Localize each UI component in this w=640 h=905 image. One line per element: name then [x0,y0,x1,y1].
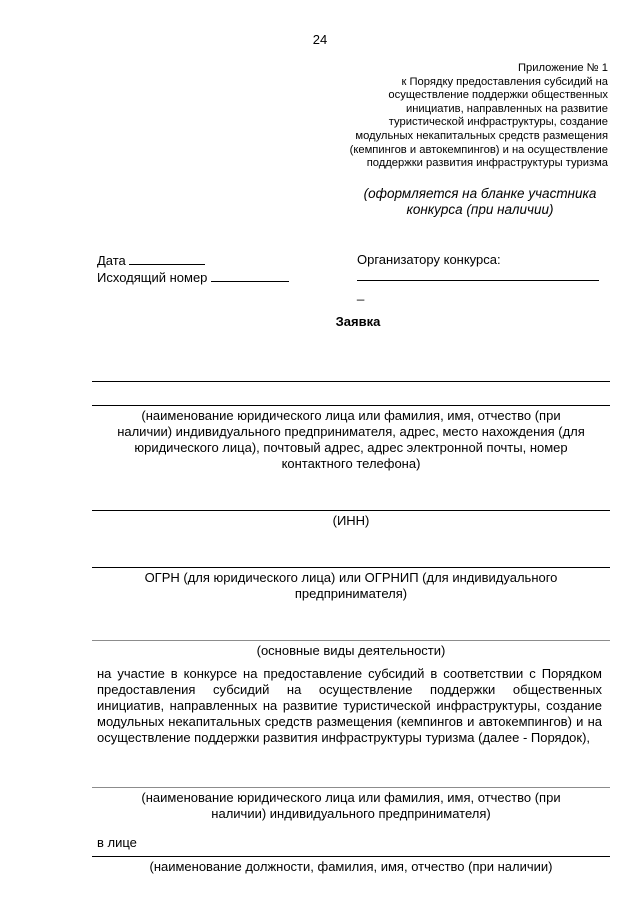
caption-line: ОГРН (для юридического лица) или ОГРНИП (для индивидуального [144,570,558,585]
blank-note [330,186,630,218]
blank-note-line: конкурса (при наличии) [406,202,554,217]
appendix-line: поддержки развития инфраструктуры туризма [366,157,608,170]
caption-line: (наименование юридического лица или фамилия, имя, отчество (при [141,408,561,423]
caption-line: наличии) индивидуального предпринимателя, адрес, место нахождения (для [117,424,585,439]
organizer-label: Организатору конкурса: [357,252,501,267]
application-title: Заявка [335,314,381,329]
appendix-line: к Порядку предоставления субсидий на [401,75,608,88]
appendix-line: Приложение № 1 [517,62,608,74]
blank-note-line: (оформляется на бланке участника [363,186,597,201]
entity-field-line-1[interactable] [92,381,610,382]
page-number: 24 [312,32,328,47]
organizer-field[interactable] [357,268,599,281]
date-field[interactable] [129,252,205,265]
entity-field-line-2[interactable] [92,405,610,406]
date-block [97,252,289,286]
caption-line: юридического лица), почтовый адрес, адрес электронной почты, номер [134,440,568,455]
caption-activity: (основные виды деятельности) [256,643,446,658]
caption-ogrn [92,570,610,602]
caption-line: наличии) индивидуального предпринимателя) [211,806,491,821]
caption-line: (наименование юридического лица или фамилия, имя, отчество (при [141,790,561,805]
appendix-line: модульных некапитальных средств размещения [355,129,608,142]
caption-line: контактного телефона) [281,456,421,471]
activity-field-line[interactable] [92,640,610,641]
position-field-line[interactable] [92,856,610,857]
caption-entity [92,408,610,472]
entity-short-field-line[interactable] [92,787,610,788]
outgoing-number-row [97,269,289,286]
appendix-header [288,62,608,171]
outgoing-number-label: Исходящий номер [97,270,208,285]
caption-inn: (ИНН) [332,513,370,528]
in-person-label: в лице [97,835,137,850]
inn-field-line[interactable] [92,510,610,511]
appendix-line: осуществление поддержки общественных [388,89,608,102]
caption-line: предпринимателя) [294,586,408,601]
participation-text: на участие в конкурсе на предоставление субсидий в соответствии с Порядком предоставления субсидий на осуществление поддержки общественных инициатив, направленных на развитие туристической инфраструктуры, создание модульных некапитальных средств размещения (кемпингов и автокемпингов) и на осуществление поддержки развития инфраструктуры туризма (далее - Порядок), [97,666,602,745]
outgoing-number-field[interactable] [211,269,289,282]
ogrn-field-line[interactable] [92,567,610,568]
organizer-block [357,252,599,302]
appendix-line: туристической инфраструктуры, создание [388,116,608,129]
date-label: Дата [97,253,126,268]
caption-entity-short [92,790,610,822]
appendix-line: (кемпингов и автокемпингов) и на осуществление [349,143,608,156]
caption-position: (наименование должности, фамилия, имя, отчество (при наличии) [149,859,553,874]
organizer-dash: _ [357,286,365,301]
date-row [97,252,289,269]
appendix-line: инициатив, направленных на развитие [405,102,608,115]
